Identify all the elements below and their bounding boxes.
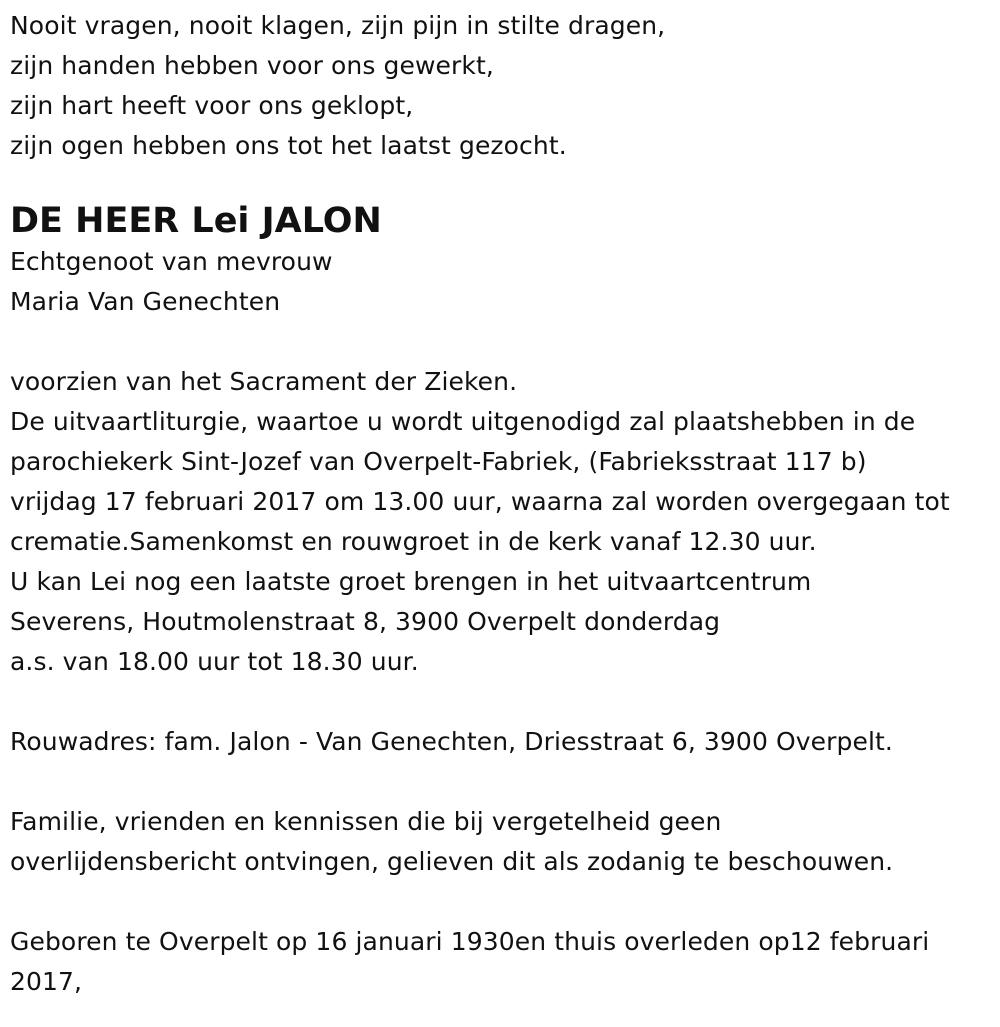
- spacer: [10, 882, 995, 922]
- spacer: [10, 762, 995, 802]
- poem-line: zijn handen hebben voor ons gewerkt,: [10, 51, 494, 80]
- spouse-name: Maria Van Genechten: [10, 287, 281, 316]
- poem-line: zijn hart heeft voor ons geklopt,: [10, 91, 414, 120]
- funeral-line: U kan Lei nog een laatste groet brengen in het uitvaartcentrum: [10, 567, 812, 596]
- spacer: [10, 322, 995, 362]
- funeral-line: voorzien van het Sacrament der Zieken.: [10, 367, 518, 396]
- birth-line: 2017,: [10, 967, 83, 996]
- funeral-line: De uitvaartliturgie, waartoe u wordt uitgenodigd zal plaatshebben in de: [10, 407, 916, 436]
- funeral-line: vrijdag 17 februari 2017 om 13.00 uur, waarna zal worden overgegaan tot: [10, 487, 950, 516]
- obituary-notice: [10, 6, 995, 1002]
- poem-line: zijn ogen hebben ons tot het laatst gezocht.: [10, 131, 567, 160]
- deceased-name: DE HEER Lei JALON: [10, 201, 382, 241]
- notice-line: overlijdensbericht ontvingen, gelieven dit als zodanig te beschouwen.: [10, 847, 894, 876]
- funeral-line: parochiekerk Sint-Jozef van Overpelt-Fabriek, (Fabrieksstraat 117 b): [10, 447, 867, 476]
- poem: [10, 6, 995, 166]
- deceased-block: [10, 198, 995, 322]
- spouse-line: Echtgenoot van mevrouw: [10, 247, 333, 276]
- spacer: [10, 682, 995, 722]
- notice-line: Familie, vrienden en kennissen die bij vergetelheid geen: [10, 807, 722, 836]
- funeral-line: Severens, Houtmolenstraat 8, 3900 Overpelt donderdag: [10, 607, 721, 636]
- birth-death-info: [10, 922, 995, 1002]
- poem-line: Nooit vragen, nooit klagen, zijn pijn in stilte dragen,: [10, 11, 666, 40]
- birth-line: Geboren te Overpelt op 16 januari 1930en thuis overleden op12 februari: [10, 927, 930, 956]
- family-notice: [10, 802, 995, 882]
- funeral-line: a.s. van 18.00 uur tot 18.30 uur.: [10, 647, 419, 676]
- mourning-address: Rouwadres: fam. Jalon - Van Genechten, Driesstraat 6, 3900 Overpelt.: [10, 727, 893, 756]
- funeral-details: [10, 362, 995, 682]
- funeral-line: crematie.Samenkomst en rouwgroet in de kerk vanaf 12.30 uur.: [10, 527, 817, 556]
